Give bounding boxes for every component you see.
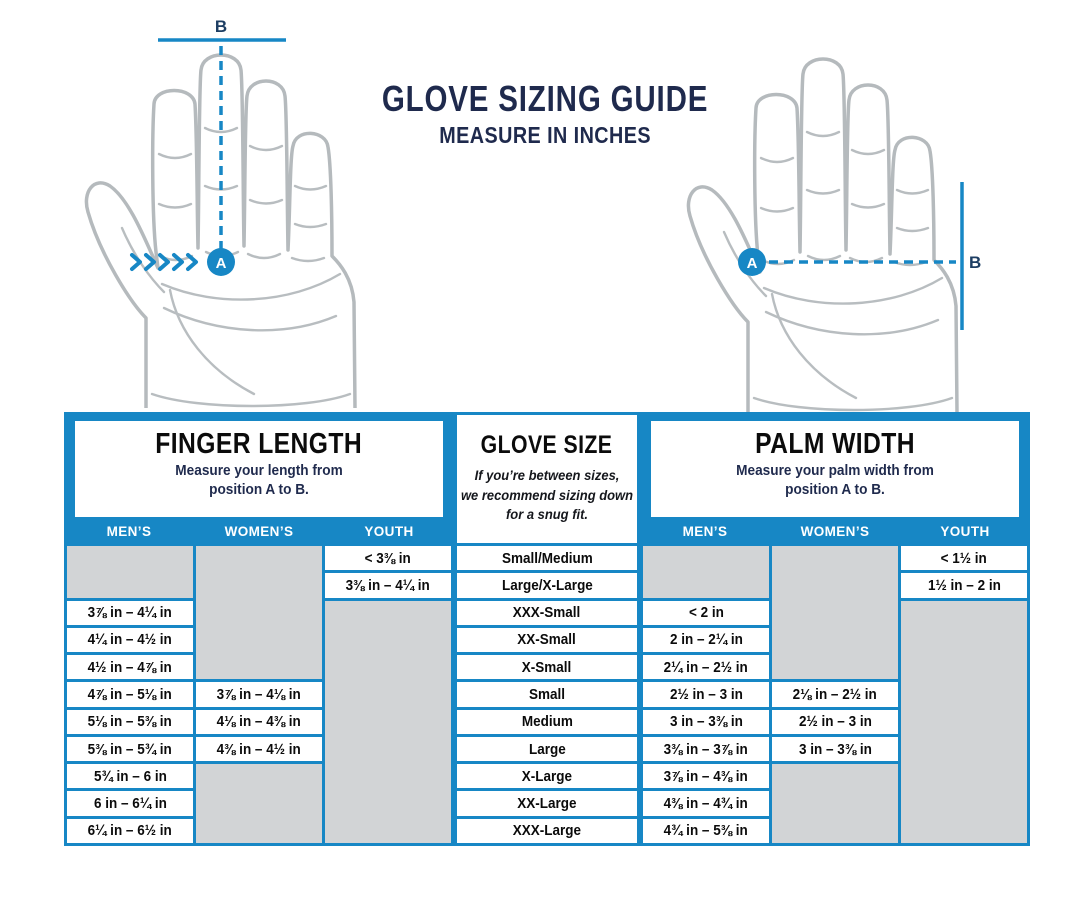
table-cell: Large bbox=[457, 737, 637, 761]
palm-width-column-headers bbox=[640, 517, 1030, 546]
table-cell: Small/Medium bbox=[457, 546, 637, 570]
table-cell: 5⅜ in – 5¾ in bbox=[67, 737, 193, 761]
table-cell: Large/X-Large bbox=[457, 573, 637, 597]
table-cell: 4⅜ in – 4½ in bbox=[196, 737, 322, 761]
finger-length-section bbox=[64, 412, 454, 846]
glove-size-title: GLOVE SIZE bbox=[481, 431, 613, 459]
table-cell: Small bbox=[457, 682, 637, 706]
table-cell: 3 in – 3⅜ in bbox=[643, 710, 769, 734]
table-cell: 4⅛ in – 4⅜ in bbox=[196, 710, 322, 734]
table-cell: 2⅛ in – 2½ in bbox=[772, 682, 898, 706]
table-cell: 5¾ in – 6 in bbox=[67, 764, 193, 788]
palm-width-title: PALM WIDTH bbox=[755, 428, 915, 460]
table-cell: Medium bbox=[457, 710, 637, 734]
section-title bbox=[651, 429, 1019, 459]
table-cell: 3 in – 3⅜ in bbox=[772, 737, 898, 761]
table-cell: 4¾ in – 5⅜ in bbox=[643, 819, 769, 843]
table-cell: < 1½ in bbox=[901, 546, 1027, 570]
section-title bbox=[457, 431, 637, 460]
section-subtitle: If you’re between sizes, we recommend sizing down for a snug fit. bbox=[460, 468, 634, 523]
table-cell: XX-Small bbox=[457, 628, 637, 652]
finger-length-header bbox=[64, 412, 454, 517]
palm-width-header bbox=[640, 412, 1030, 517]
glove-size-section bbox=[454, 412, 640, 846]
empty-cell bbox=[772, 764, 898, 843]
page-title-block bbox=[305, 78, 785, 149]
table-cell: 4½ in – 4⅞ in bbox=[67, 655, 193, 679]
empty-cell bbox=[196, 764, 322, 843]
empty-cell bbox=[67, 546, 193, 598]
empty-cell bbox=[643, 546, 769, 598]
palm-width-grid bbox=[640, 546, 1030, 846]
point-b-label: B bbox=[969, 253, 982, 272]
table-cell: XX-Large bbox=[457, 791, 637, 815]
empty-cell bbox=[901, 601, 1027, 843]
finger-length-grid bbox=[64, 546, 454, 846]
table-cell: 3⅞ in – 4⅛ in bbox=[196, 682, 322, 706]
table-cell: 2½ in – 3 in bbox=[772, 710, 898, 734]
table-cell: < 3⅜ in bbox=[325, 546, 451, 570]
table-cell: < 2 in bbox=[643, 601, 769, 625]
table-cell: 6 in – 6¼ in bbox=[67, 791, 193, 815]
table-cell: 2 in – 2¼ in bbox=[643, 628, 769, 652]
finger-length-hand-diagram bbox=[58, 16, 388, 408]
column-header-youth: YOUTH bbox=[940, 524, 990, 539]
table-cell: 5⅛ in – 5⅜ in bbox=[67, 710, 193, 734]
column-header-womens: WOMEN’S bbox=[800, 524, 870, 539]
table-cell: XXX-Small bbox=[457, 601, 637, 625]
empty-cell bbox=[196, 546, 322, 679]
finger-length-column-headers bbox=[64, 517, 454, 546]
table-cell: X-Large bbox=[457, 764, 637, 788]
page-subtitle: MEASURE IN INCHES bbox=[439, 122, 651, 148]
table-cell: 4⅜ in – 4¾ in bbox=[643, 791, 769, 815]
glove-size-header bbox=[457, 415, 637, 543]
column-header-womens: WOMEN’S bbox=[224, 524, 294, 539]
empty-cell bbox=[325, 601, 451, 843]
point-b-label: B bbox=[214, 17, 228, 36]
point-a-label: A bbox=[215, 255, 227, 272]
section-subtitle: Measure your length from position A to B. bbox=[175, 463, 343, 499]
table-cell: 3⅜ in – 4¼ in bbox=[325, 573, 451, 597]
table-cell: X-Small bbox=[457, 655, 637, 679]
empty-cell bbox=[772, 546, 898, 679]
glove-size-grid bbox=[457, 546, 637, 843]
table-cell: 3⅞ in – 4¼ in bbox=[67, 601, 193, 625]
column-header-mens: MEN’S bbox=[682, 524, 728, 539]
table-cell: 2¼ in – 2½ in bbox=[643, 655, 769, 679]
table-cell: 1½ in – 2 in bbox=[901, 573, 1027, 597]
table-cell: 3⅞ in – 4⅜ in bbox=[643, 764, 769, 788]
palm-width-section bbox=[640, 412, 1030, 846]
point-a-label: A bbox=[746, 255, 758, 272]
table-cell: 6¼ in – 6½ in bbox=[67, 819, 193, 843]
table-cell: 4⅞ in – 5⅛ in bbox=[67, 682, 193, 706]
page-title: GLOVE SIZING GUIDE bbox=[381, 78, 709, 119]
table-cell: XXX-Large bbox=[457, 819, 637, 843]
finger-length-title: FINGER LENGTH bbox=[155, 428, 363, 460]
section-subtitle: Measure your palm width from position A to B. bbox=[736, 463, 934, 499]
sizing-table bbox=[64, 412, 1030, 846]
table-cell: 2½ in – 3 in bbox=[643, 682, 769, 706]
table-cell: 3⅜ in – 3⅞ in bbox=[643, 737, 769, 761]
table-cell: 4¼ in – 4½ in bbox=[67, 628, 193, 652]
column-header-youth: YOUTH bbox=[364, 524, 414, 539]
column-header-mens: MEN’S bbox=[106, 524, 152, 539]
section-title bbox=[75, 429, 443, 459]
